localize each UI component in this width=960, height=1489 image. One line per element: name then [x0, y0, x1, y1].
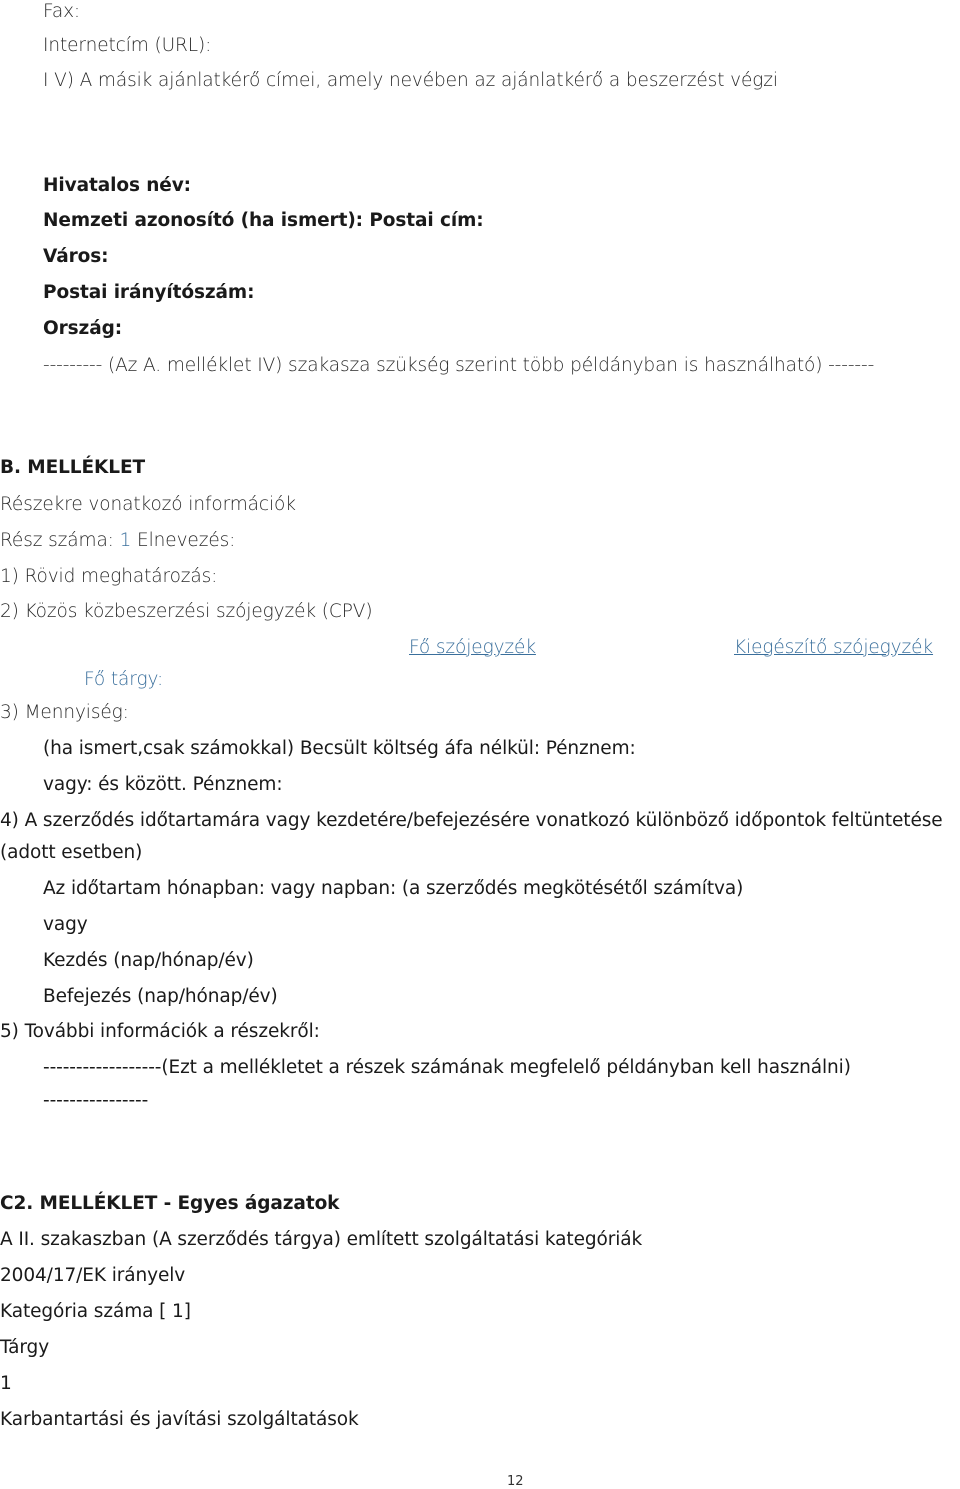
dates-heading-cont: (adott esetben): [0, 842, 143, 863]
quantity-cost-line: (ha ismert,csak számokkal) Becsült költség áfa nélkül: Pénznem:: [43, 738, 636, 759]
annex-a-note: --------- (Az A. melléklet IV) szakasza szükség szerint több példányban is használható) -------: [43, 355, 875, 376]
category-value: 1: [0, 1373, 12, 1394]
fax-label: Fax:: [43, 1, 81, 22]
short-description-label: 1) Rövid meghatározás:: [0, 566, 218, 587]
country-label: Ország:: [43, 318, 123, 339]
cpv-supplementary-link[interactable]: Kiegészítő szójegyzék: [734, 637, 934, 658]
start-date-label: Kezdés (nap/hónap/év): [43, 950, 254, 971]
end-date-label: Befejezés (nap/hónap/év): [43, 986, 278, 1007]
additional-info-label: 5) További információk a részekről:: [0, 1021, 320, 1042]
annex-b-subtitle: Részekre vonatkozó információk: [0, 494, 296, 515]
cpv-main-link[interactable]: Fő szójegyzék: [409, 637, 536, 658]
quantity-label: 3) Mennyiség:: [0, 702, 129, 723]
national-id-label: Nemzeti azonosító (ha ismert): Postai cím:: [43, 210, 484, 231]
part-number-line: [0, 529, 235, 553]
category-number-line: Kategória száma [ 1]: [0, 1301, 191, 1322]
part-number-value: 1: [119, 530, 132, 551]
part-number-label: Rész száma:: [0, 530, 114, 551]
annex-c2-title: C2. MELLÉKLET - Egyes ágazatok: [0, 1193, 340, 1214]
annex-b-title: B. MELLÉKLET: [0, 457, 146, 478]
official-name-label: Hivatalos név:: [43, 175, 191, 196]
annex-b-note: ------------------(Ezt a mellékletet a részek számának megfelelő példányban kell használni): [43, 1057, 851, 1078]
quantity-range-line: vagy: és között. Pénznem:: [43, 774, 283, 795]
part-name-label: Elnevezés:: [137, 530, 236, 551]
section-iv-heading: I V) A másik ajánlatkérő címei, amely nevében az ajánlatkérő a beszerzést végzi: [43, 70, 778, 91]
or-text: vagy: [43, 914, 88, 935]
cpv-heading: 2) Közös közbeszerzési szójegyzék (CPV): [0, 601, 373, 622]
page-number: 12: [507, 1474, 524, 1489]
service-categories-line: A II. szakaszban (A szerződés tárgya) említett szolgáltatási kategóriák: [0, 1229, 643, 1250]
directive-line: 2004/17/EK irányelv: [0, 1265, 186, 1286]
city-label: Város:: [43, 246, 109, 267]
dates-heading: 4) A szerződés időtartamára vagy kezdetére/befejezésére vonatkozó különböző időpontok feltüntetése: [0, 810, 943, 831]
postal-code-label: Postai irányítószám:: [43, 282, 255, 303]
url-label: Internetcím (URL):: [43, 35, 212, 56]
subject-label: Tárgy: [0, 1337, 50, 1358]
service-description: Karbantartási és javítási szolgáltatások: [0, 1409, 359, 1430]
main-subject-label: Fő tárgy:: [84, 669, 164, 690]
duration-line: Az időtartam hónapban: vagy napban: (a szerződés megkötésétől számítva): [43, 878, 744, 899]
annex-b-note-cont: ----------------: [43, 1090, 149, 1111]
